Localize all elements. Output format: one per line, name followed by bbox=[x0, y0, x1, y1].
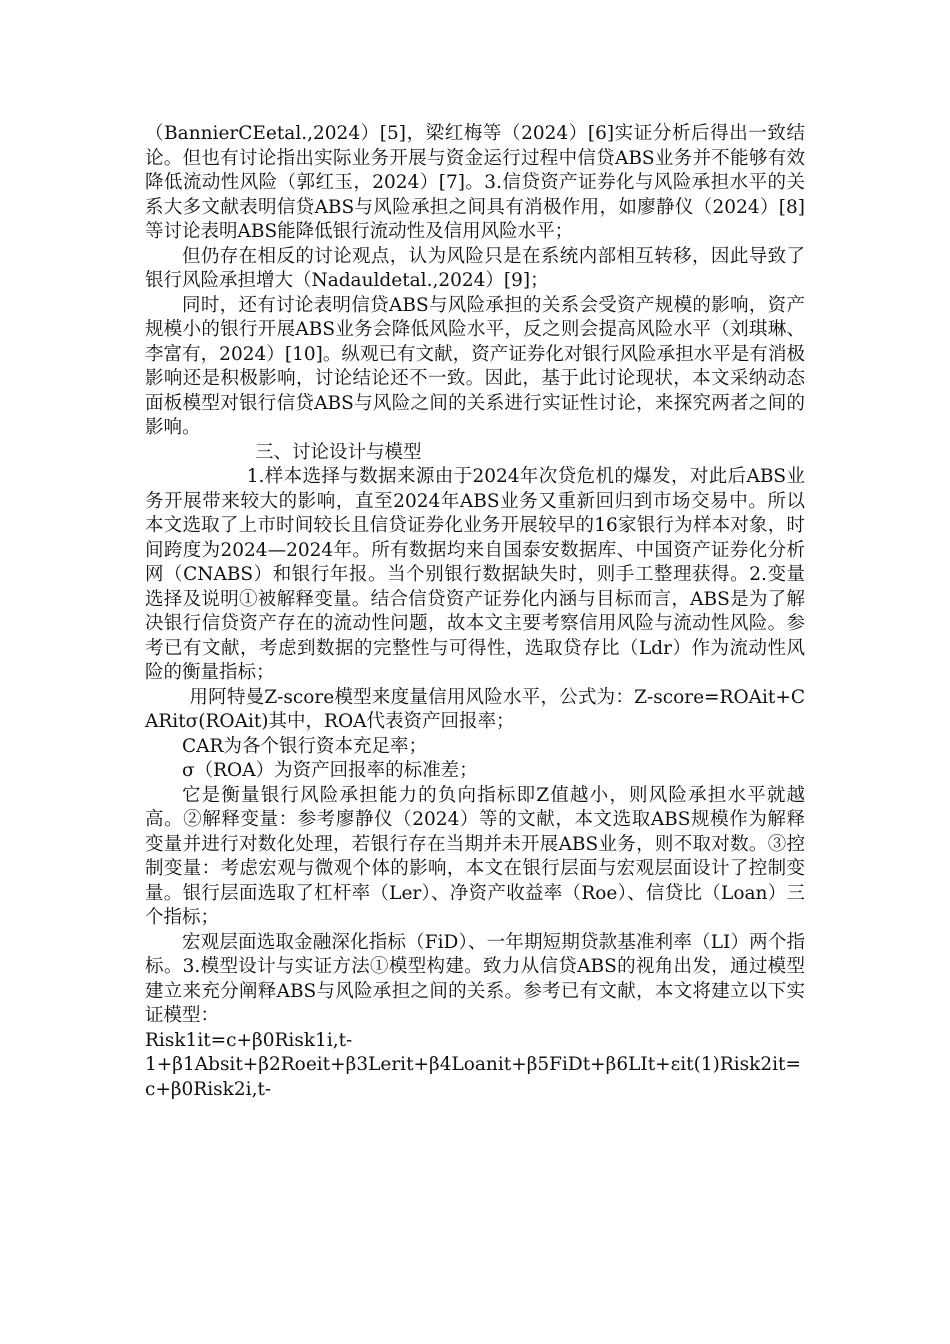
formula-line-2: 1+β1Absit+β2Roeit+β3Lerit+β4Loanit+β5FiDt+β6LIt+εit(1)Risk2it=c+β0Risk2i,t- bbox=[145, 1054, 801, 1100]
paragraph-zscore: 用阿特曼Z-score模型来度量信用风险水平，公式为：Z-score=ROAit+CARitσ(ROAit)其中，ROA代表资产回报率； bbox=[145, 686, 805, 732]
section-heading-design: 三、讨论设计与模型 bbox=[255, 441, 422, 463]
paragraph-macro-model: 宏观层面选取金融深化指标（FiD）、一年期短期贷款基准利率（LI）两个指标。3.模型设计与实证方法①模型构建。致力从信贷ABS的视角出发，通过模型建立来充分阐释ABS与风险承担之间的关系。参考已有文献，本文将建立以下实证模型： bbox=[145, 931, 805, 1026]
paragraph-asset-scale: 同时，还有讨论表明信贷ABS与风险承担的关系会受资产规模的影响，资产规模小的银行开展ABS业务会降低风险水平，反之则会提高风险水平（刘琪琳、李富有，2024）[10]。纵观已有文献，资产证券化对银行风险承担水平是有消极影响还是积极影响，讨论结论还不一致。因此，基于此讨论现状，本文采纳动态面板模型对银行信贷ABS与风险之间的关系进行实证性讨论，来探究两者之间的影响。 bbox=[145, 294, 805, 438]
paragraph-sample-variables: 1.样本选择与数据来源由于2024年次贷危机的爆发，对此后ABS业务开展带来较大的影响，直至2024年ABS业务又重新回归到市场交易中。所以本文选取了上市时间较长且信贷证券化业务开展较早的16家银行为样本对象，时间跨度为2024—2024年。所有数据均来自国泰安数据库、中国资产证券化分析网（CNABS）和银行年报。当个别银行数据缺失时，则手工整理获得。2.变量选择及说明①被解释变量。结合信贷资产证券化内涵与目标而言，ABS是为了解决银行信贷资产存在的流动性问题，故本文主要考察信用风险与流动性风险。参考已有文献，考虑到数据的完整性与可得性，选取贷存比（Ldr）作为流动性风险的衡量指标； bbox=[145, 466, 805, 683]
paragraph-sigma-roa: σ（ROA）为资产回报率的标准差； bbox=[182, 760, 478, 781]
paragraph-explanatory-control: 它是衡量银行风险承担能力的负向指标即Z值越小，则风险承担水平就越高。②解释变量：参考廖静仪（2024）等的文献，本文选取ABS规模作为解释变量并进行对数化处理，若银行存在当期并未开展ABS业务，则不取对数。③控制变量：考虑宏观与微观个体的影响，本文在银行层面与宏观层面设计了控制变量。银行层面选取了杠杆率（Ler）、净资产收益率（Roe）、信贷比（Loan）三个指标； bbox=[145, 784, 805, 928]
formula-line-1: Risk1it=c+β0Risk1i,t- bbox=[145, 1029, 353, 1051]
document-page bbox=[145, 122, 805, 1102]
paragraph-literature-liquidity: （BannierCEetal.,2024）[5]，梁红梅等（2024）[6]实证分析后得出一致结论。但也有讨论指出实际业务开展与资金运行过程中信贷ABS业务并不能够有效降低流动性风险（郭红玉，2024）[7]。3.信贷资产证券化与风险承担水平的关系大多文献表明信贷ABS与风险承担之间具有消极作用，如廖静仪（2024）[8]等讨论表明ABS能降低银行流动性及信用风险水平； bbox=[145, 123, 805, 242]
paragraph-opposing-view: 但仍存在相反的讨论观点，认为风险只是在系统内部相互转移，因此导致了银行风险承担增大（Nadauldetal.,2024）[9]； bbox=[145, 245, 805, 291]
paragraph-car: CAR为各个银行资本充足率； bbox=[182, 735, 427, 757]
